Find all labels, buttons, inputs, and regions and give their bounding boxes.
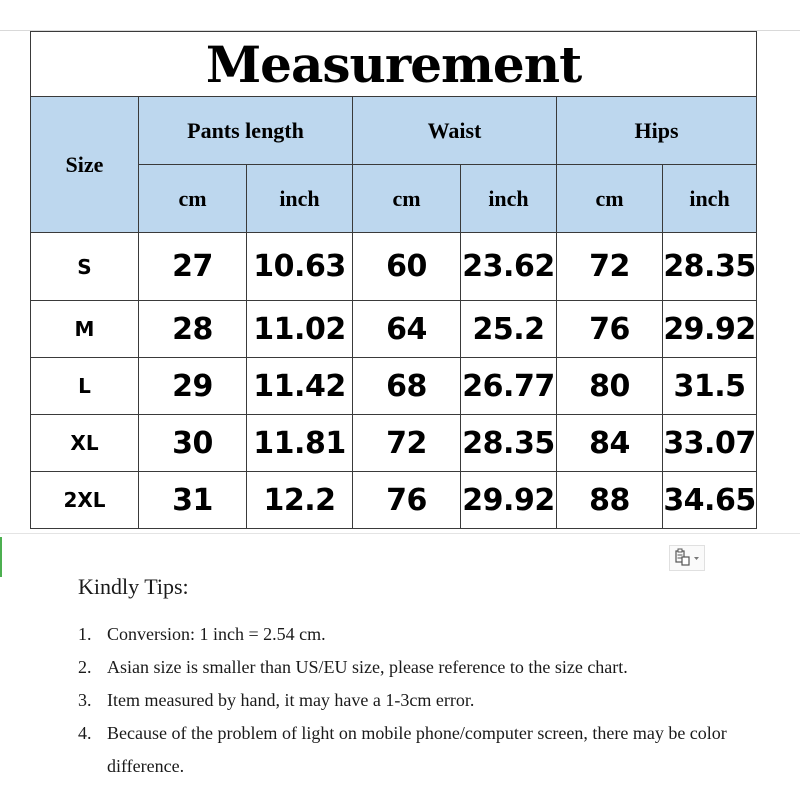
list-item — [78, 618, 778, 651]
value-cell: 84 — [557, 415, 663, 472]
value-cell: 29 — [139, 358, 247, 415]
unit-header: inch — [247, 165, 353, 233]
size-cell: L — [31, 358, 139, 415]
list-number: 2. — [78, 657, 92, 677]
value-cell: 11.02 — [247, 301, 353, 358]
value-cell: 88 — [557, 472, 663, 529]
list-item — [78, 717, 778, 783]
hips-header: Hips — [557, 97, 757, 165]
unit-header: cm — [139, 165, 247, 233]
value-cell: 27 — [139, 233, 247, 301]
value-cell: 34.65 — [663, 472, 757, 529]
unit-header: inch — [461, 165, 557, 233]
value-cell: 33.07 — [663, 415, 757, 472]
value-cell: 26.77 — [461, 358, 557, 415]
value-cell: 60 — [353, 233, 461, 301]
value-cell: 28.35 — [663, 233, 757, 301]
value-cell: 72 — [557, 233, 663, 301]
waist-header: Waist — [353, 97, 557, 165]
value-cell: 28.35 — [461, 415, 557, 472]
value-cell: 68 — [353, 358, 461, 415]
value-cell: 30 — [139, 415, 247, 472]
chart-title: Measurement — [31, 32, 757, 97]
value-cell: 10.63 — [247, 233, 353, 301]
unit-header: cm — [557, 165, 663, 233]
value-cell: 25.2 — [461, 301, 557, 358]
value-cell: 28 — [139, 301, 247, 358]
table-row — [31, 233, 757, 301]
value-cell: 12.2 — [247, 472, 353, 529]
size-chart-table — [30, 31, 757, 529]
value-cell: 11.81 — [247, 415, 353, 472]
value-cell: 76 — [557, 301, 663, 358]
table-row — [31, 301, 757, 358]
value-cell: 23.62 — [461, 233, 557, 301]
list-item — [78, 651, 778, 684]
tip-text: Because of the problem of light on mobile phone/computer screen, there may be color difference. — [107, 723, 727, 776]
table-row — [31, 358, 757, 415]
tips-title: Kindly Tips: — [78, 574, 189, 599]
table-row — [31, 472, 757, 529]
list-item — [78, 684, 778, 717]
value-cell: 29.92 — [461, 472, 557, 529]
unit-header: cm — [353, 165, 461, 233]
size-cell: XL — [31, 415, 139, 472]
value-cell: 72 — [353, 415, 461, 472]
tip-text: Item measured by hand, it may have a 1-3cm error. — [107, 690, 475, 710]
paste-options-icon-glyph — [670, 546, 704, 570]
gridline — [0, 533, 800, 534]
tip-text: Conversion: 1 inch = 2.54 cm. — [107, 624, 326, 644]
tips-list — [78, 618, 778, 783]
value-cell: 29.92 — [663, 301, 757, 358]
tip-text: Asian size is smaller than US/EU size, please reference to the size chart. — [107, 657, 628, 677]
value-cell: 31 — [139, 472, 247, 529]
list-number: 1. — [78, 624, 92, 644]
list-number: 3. — [78, 690, 92, 710]
list-number: 4. — [78, 723, 92, 743]
value-cell: 64 — [353, 301, 461, 358]
value-cell: 11.42 — [247, 358, 353, 415]
size-header: Size — [31, 97, 139, 233]
size-cell: 2XL — [31, 472, 139, 529]
value-cell: 31.5 — [663, 358, 757, 415]
size-cell: M — [31, 301, 139, 358]
value-cell: 76 — [353, 472, 461, 529]
paste-options-icon[interactable] — [669, 545, 705, 571]
pants-length-header: Pants length — [139, 97, 353, 165]
size-cell: S — [31, 233, 139, 301]
value-cell: 80 — [557, 358, 663, 415]
unit-header: inch — [663, 165, 757, 233]
kindly-tips — [78, 570, 778, 783]
table-row — [31, 415, 757, 472]
selection-marker — [0, 537, 2, 577]
